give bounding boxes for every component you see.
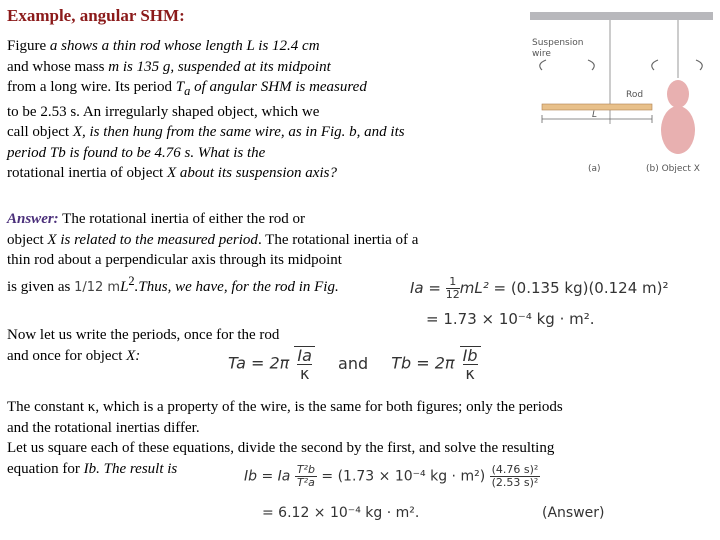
rotation-arrow-icon — [540, 60, 546, 70]
periods-line: Now let us write the periods, once for the rod — [7, 327, 280, 343]
rod-inertia-result: = 1.73 × 10⁻⁴ kg · m². — [426, 310, 595, 328]
constant-line: and the rotational inertias differ. — [7, 419, 200, 436]
header-bar — [530, 12, 713, 20]
rod-inertia-equation: Ia = $\frac{1}{12}mL^2 = (0.135$ kg)(0.124 m)² — [410, 275, 669, 301]
problem-text — [7, 36, 507, 184]
result-equation: Ib = Ia $\frac{\text{T²b}}{\text{T²a}} = (1.73 \times 10^{-4}$ kg · m²) $\frac{\text{(4.76 s)²}}{\text{(2.53 s)²}}$ — [244, 463, 539, 489]
rotation-arrow-icon — [588, 60, 594, 70]
rod-label: Rod — [626, 90, 644, 100]
period-equations: Ta = 2π $\frac{Ia}{\kappa}$ and Tb = 2π $\frac{Ib}{\kappa}$ — [228, 346, 481, 382]
figure-panel — [528, 12, 713, 182]
rotation-arrow-icon — [652, 60, 658, 70]
answer-line: is given as 1/12 $mL^2.Thus$, we have, for the rod in Fig. — [7, 273, 339, 295]
length-label: L — [592, 110, 598, 120]
periods-line: and once for object X: — [7, 347, 141, 364]
problem-line: call object X, is then hung from the same wire, as in Fig. b, and its — [7, 124, 405, 140]
answer-line: thin rod about a perpendicular axis through its midpoint — [7, 252, 342, 268]
suspension-wire-label: Suspension wire — [532, 38, 584, 59]
constant-line: equation for Ib. The result is — [7, 460, 178, 477]
problem-line: period Tb is found to be 4.76 s. What is the — [7, 144, 266, 161]
object-x-bottom — [661, 106, 695, 154]
constant-line: Let us square each of these equations, divide the second by the first, and solve the resulting — [7, 440, 555, 456]
fraction: $\frac{1}{12}$ — [445, 275, 460, 301]
figure-a-label: (a) — [588, 164, 601, 174]
result-value: = 6.12 × 10⁻⁴ kg · m². — [262, 505, 420, 521]
problem-line: to be 2.53 s. An irregularly shaped object, which we — [7, 103, 320, 120]
rotation-arrow-icon — [696, 60, 702, 70]
problem-line: rotational inertia of object X about its suspension axis? — [7, 165, 337, 181]
constant-line: The constant κ, which is a property of the wire, is the same for both figures; only the periods — [7, 399, 563, 415]
page-title: Example, angular SHM: — [7, 6, 185, 25]
fraction: $\frac{\text{(4.76 s)²}}{\text{(2.53 s)²}}$ — [491, 463, 539, 489]
answer-line: object X is related to the measured period. The rotational inertia of a — [7, 231, 419, 248]
object-x-top — [667, 80, 689, 108]
fraction: $\frac{\text{T²b}}{\text{T²a}}$ — [296, 463, 315, 489]
problem-line: from a long wire. Its period $T_a$ of angular SHM is measured — [7, 79, 367, 98]
figure-b-label: (b) Object X — [646, 164, 700, 174]
problem-line: Figure a shows a thin rod whose length L is 12.4 cm — [7, 38, 320, 54]
answer-line: Answer: The rotational inertia of either the rod or — [7, 211, 305, 227]
problem-line: and whose mass m is 135 g, suspended at its midpoint — [7, 58, 331, 75]
answer-tag: (Answer) — [542, 505, 605, 521]
